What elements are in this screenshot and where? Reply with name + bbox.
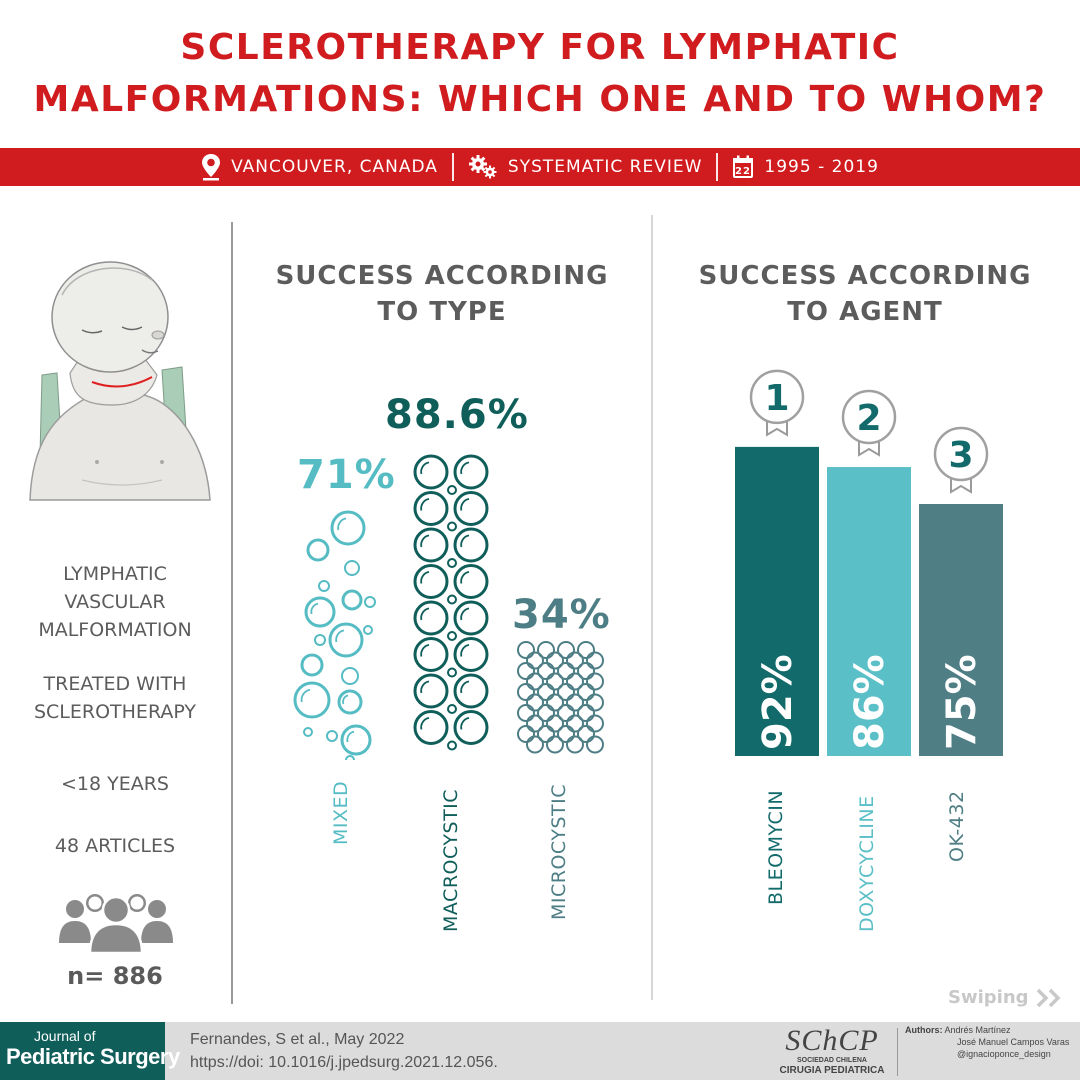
bar-value-label: 86% bbox=[847, 654, 893, 750]
type-title-line-2: TO TYPE bbox=[377, 297, 507, 327]
macrocystic-bubble bbox=[448, 705, 456, 713]
microcystic-bubble bbox=[518, 642, 534, 658]
microcystic-bubble bbox=[518, 663, 534, 679]
ok432-label: OK-432 bbox=[946, 790, 968, 862]
macrocystic-bubble bbox=[415, 639, 447, 671]
mixed-bubble bbox=[330, 624, 362, 656]
microcystic-bubble bbox=[527, 737, 543, 753]
bubble-highlight bbox=[461, 499, 469, 511]
bubble-highlight bbox=[421, 462, 429, 474]
calendar-day: 22 bbox=[735, 166, 752, 177]
swiping-hint[interactable] bbox=[948, 987, 1069, 1008]
mixed-bubble bbox=[342, 668, 358, 684]
macrocystic-bubble bbox=[455, 529, 487, 561]
macrocystic-label: MACROCYSTIC bbox=[440, 788, 462, 932]
condition-line: LYMPHATIC bbox=[63, 563, 167, 585]
macrocystic-bubble bbox=[415, 493, 447, 525]
macrocystic-bubble bbox=[448, 559, 456, 567]
macrocystic-bubble bbox=[455, 602, 487, 634]
condition-line: MALFORMATION bbox=[38, 619, 192, 641]
microcystic-bubble bbox=[547, 737, 563, 753]
bubble-highlight bbox=[347, 732, 354, 742]
agent-title-line-1: SUCCESS ACCORDING bbox=[698, 261, 1032, 291]
bubble-highlight bbox=[338, 518, 346, 530]
mixed-bubble bbox=[315, 635, 325, 645]
microcystic-percentage: 34% bbox=[512, 592, 611, 638]
mixed-bubble bbox=[364, 626, 372, 634]
mixed-bubble bbox=[302, 655, 322, 675]
society-line-1: SOCIEDAD CHILENA bbox=[796, 1057, 867, 1064]
bubble-highlight bbox=[461, 718, 469, 730]
microcystic-bubble bbox=[567, 737, 583, 753]
bubble-highlight bbox=[421, 681, 429, 693]
age-text: <18 YEARS bbox=[60, 773, 169, 795]
infant-illustration bbox=[22, 255, 222, 505]
microcystic-bubble bbox=[587, 674, 603, 690]
footer-divider bbox=[897, 1028, 898, 1076]
mixed-bubble bbox=[319, 581, 329, 591]
rank-medal-icon bbox=[843, 391, 895, 455]
bubble-highlight bbox=[343, 695, 348, 704]
mixed-bubble bbox=[304, 728, 312, 736]
rank-number: 3 bbox=[948, 435, 974, 476]
macrocystic-bubble bbox=[415, 712, 447, 744]
banner-location bbox=[187, 153, 452, 181]
citation bbox=[190, 1028, 498, 1074]
microcystic-bubble bbox=[587, 716, 603, 732]
citation-line-1: Fernandes, S et al., May 2022 bbox=[190, 1031, 405, 1048]
bubble-highlight bbox=[421, 535, 429, 547]
macrocystic-bubble bbox=[455, 493, 487, 525]
bubble-highlight bbox=[302, 690, 310, 702]
macrocystic-bubble bbox=[448, 486, 456, 494]
treatment-line: TREATED WITH bbox=[43, 673, 187, 695]
macrocystic-bubble bbox=[415, 675, 447, 707]
microcystic-bubble bbox=[518, 726, 534, 742]
divider-right bbox=[651, 215, 653, 1000]
mixed-bubble bbox=[365, 597, 375, 607]
society-logo-mark: SChCP bbox=[785, 1024, 879, 1057]
cyst-bubbles-graphic bbox=[290, 440, 620, 760]
macrocystic-bubble bbox=[448, 632, 456, 640]
agent-panel-title bbox=[680, 258, 1050, 330]
divider-left bbox=[231, 222, 233, 1004]
info-banner bbox=[0, 148, 1080, 186]
banner-period bbox=[718, 155, 892, 179]
microcystic-bubble bbox=[587, 737, 603, 753]
rank-medal-icon bbox=[935, 428, 987, 492]
bubble-highlight bbox=[461, 535, 469, 547]
bar-value-label: 75% bbox=[939, 654, 985, 750]
macrocystic-bubble bbox=[448, 523, 456, 531]
location-text: VANCOUVER, CANADA bbox=[231, 157, 438, 177]
banner-divider bbox=[452, 153, 454, 181]
mixed-bubble bbox=[345, 561, 359, 575]
condition-line: VASCULAR bbox=[64, 591, 166, 613]
title-line-2: MALFORMATIONS: WHICH ONE AND TO WHOM? bbox=[33, 79, 1047, 120]
microcystic-bubble bbox=[518, 684, 534, 700]
bar-value-label: 92% bbox=[755, 654, 801, 750]
bubble-highlight bbox=[336, 630, 344, 642]
doxycycline-label: DOXYCYCLINE bbox=[856, 795, 878, 932]
mixed-bubble bbox=[346, 756, 354, 760]
bubble-highlight bbox=[461, 462, 469, 474]
microcystic-label: MICROCYSTIC bbox=[548, 784, 570, 920]
bubble-highlight bbox=[421, 645, 429, 657]
mixed-bubble bbox=[308, 540, 328, 560]
bubble-highlight bbox=[421, 572, 429, 584]
sample-size: n= 886 bbox=[67, 962, 163, 990]
macrocystic-bubble bbox=[415, 456, 447, 488]
agent-title-line-2: TO AGENT bbox=[787, 297, 943, 327]
macrocystic-bubble bbox=[455, 456, 487, 488]
macrocystic-bubble bbox=[415, 566, 447, 598]
mixed-percentage: 71% bbox=[297, 452, 396, 498]
journal-line-1: Journal of bbox=[34, 1028, 96, 1044]
study-type-text: SYSTEMATIC REVIEW bbox=[507, 157, 703, 177]
rank-number: 2 bbox=[856, 398, 882, 440]
authors-block bbox=[905, 1024, 1069, 1060]
macrocystic-bubble bbox=[448, 669, 456, 677]
banner-study-type bbox=[454, 154, 717, 180]
people-group-icon bbox=[57, 893, 175, 953]
bubble-highlight bbox=[461, 608, 469, 620]
author-name: Andrés Martínez bbox=[944, 1025, 1011, 1035]
mixed-bubble bbox=[332, 512, 364, 544]
mixed-bubble bbox=[295, 683, 329, 717]
macrocystic-bubble bbox=[415, 602, 447, 634]
rank-number: 1 bbox=[764, 377, 790, 419]
mixed-bubble bbox=[306, 598, 334, 626]
period-text: 1995 - 2019 bbox=[764, 157, 879, 177]
bubble-highlight bbox=[461, 681, 469, 693]
bubble-highlight bbox=[421, 718, 429, 730]
society-logo bbox=[772, 1026, 892, 1076]
microcystic-bubble bbox=[587, 653, 603, 669]
journal-line-2: Pediatric Surgery bbox=[6, 1044, 180, 1069]
authors-label: Authors: bbox=[905, 1025, 943, 1035]
macrocystic-bubble bbox=[455, 566, 487, 598]
location-pin-icon bbox=[201, 153, 221, 181]
macrocystic-bubble bbox=[455, 639, 487, 671]
journal-logo bbox=[0, 1022, 180, 1080]
society-line-2: CIRUGIA PEDIATRICA bbox=[779, 1065, 885, 1076]
condition-text bbox=[0, 560, 230, 644]
macrocystic-bubble bbox=[448, 742, 456, 750]
mixed-bubble bbox=[343, 591, 361, 609]
mixed-bubble bbox=[327, 731, 337, 741]
bleomycin-label: BLEOMYCIN bbox=[765, 789, 787, 905]
author-handle: @ignacioponce_design bbox=[957, 1049, 1051, 1059]
articles-text: 48 ARTICLES bbox=[54, 835, 176, 857]
bubble-highlight bbox=[461, 572, 469, 584]
mixed-bubble bbox=[342, 726, 370, 754]
macrocystic-bubble bbox=[448, 596, 456, 604]
bubble-highlight bbox=[311, 604, 318, 614]
macrocystic-bubble bbox=[455, 712, 487, 744]
author-name: José Manuel Campos Varas bbox=[957, 1037, 1070, 1047]
microcystic-bubble bbox=[518, 705, 534, 721]
agent-bar-chart bbox=[690, 340, 1050, 760]
treatment-line: SCLEROTHERAPY bbox=[33, 701, 197, 723]
type-title-line-1: SUCCESS ACCORDING bbox=[275, 261, 609, 291]
citation-line-2: https://doi: 10.1016/j.jpedsurg.2021.12.056. bbox=[190, 1054, 498, 1071]
mixed-label: MIXED bbox=[330, 780, 352, 845]
page-title bbox=[0, 22, 1080, 126]
treatment-text bbox=[0, 670, 230, 726]
swiping-text: Swiping bbox=[948, 987, 1029, 1008]
rank-medal-icon bbox=[751, 371, 803, 435]
macrocystic-bubble bbox=[455, 675, 487, 707]
gears-icon bbox=[468, 154, 498, 180]
banner-divider bbox=[716, 153, 718, 181]
type-panel-title bbox=[262, 258, 622, 330]
macrocystic-percentage: 88.6% bbox=[385, 392, 529, 438]
macrocystic-bubble bbox=[415, 529, 447, 561]
microcystic-bubble bbox=[587, 695, 603, 711]
bubble-highlight bbox=[421, 499, 429, 511]
calendar-icon bbox=[732, 155, 754, 179]
bubble-highlight bbox=[461, 645, 469, 657]
bubble-highlight bbox=[421, 608, 429, 620]
double-chevron-right-icon bbox=[1035, 988, 1069, 1008]
title-line-1: SCLEROTHERAPY FOR LYMPHATIC bbox=[180, 27, 900, 68]
